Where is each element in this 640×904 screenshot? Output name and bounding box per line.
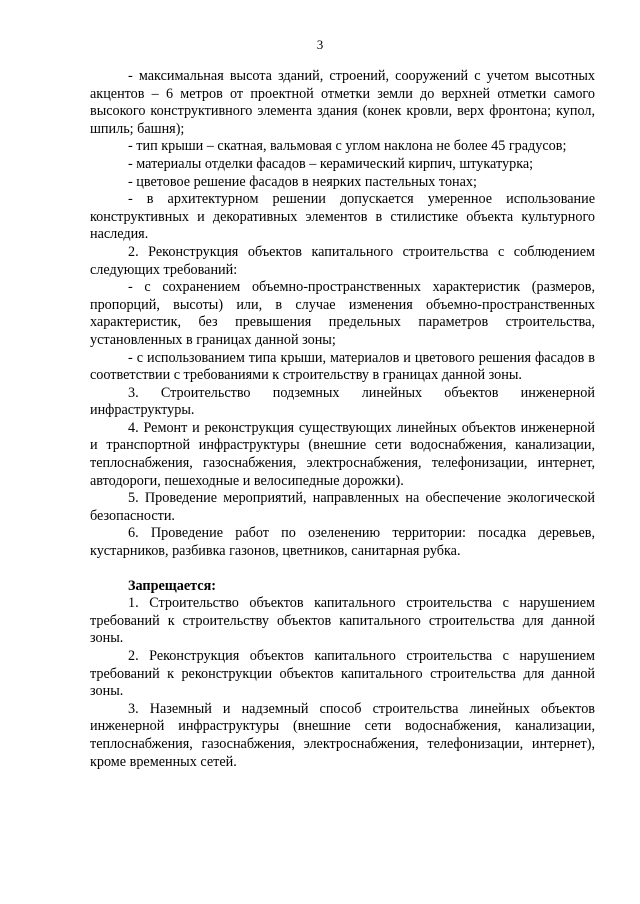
permitted-item-5: 5. Проведение мероприятий, направленных на обеспечение экологической безопасности. <box>90 490 595 524</box>
prohibited-item-2: 2. Реконструкция объектов капитального строительства с нарушением требований к реконструкции объектов капитального строительства для данной зоны. <box>90 648 595 700</box>
permitted-item-3: 3. Строительство подземных линейных объектов инженерной инфраструктуры. <box>90 384 595 419</box>
permitted-item-4: 4. Ремонт и реконструкция существующих линейных объектов инженерной и транспортной инфраструктуры (внешние сети водоснабжения, канализации, теплоснабжения, газоснабжения, электроснабжения, телефонизации, интернет, автодороги, пешеходные и велосипедные дорожки). <box>90 419 595 489</box>
requirement-architectural-elements: - в архитектурном решении допускается умеренное использование конструктивных и декоративных элементов в стилистике объекта культурного наследия. <box>90 191 595 243</box>
permitted-item-2: 2. Реконструкция объектов капитального строительства с соблюдением следующих требований: <box>90 243 595 278</box>
prohibited-heading: Запрещается: <box>128 577 216 594</box>
reconstruction-requirement-volume: - с сохранением объемно-пространственных характеристик (размеров, пропорций, высоты) или, в случае изменения объемно-пространственных характеристик, без превышения предельных параметров строительства, установленных в границах данной зоны; <box>90 279 595 348</box>
reconstruction-requirement-roof: - с использованием типа крыши, материалов и цветового решения фасадов в соответствии с требованиями к строительству в границах данной зоны. <box>90 349 595 384</box>
document-body <box>90 68 595 771</box>
requirement-roof-type: - тип крыши – скатная, вальмовая с углом наклона не более 45 градусов; <box>128 138 567 155</box>
requirement-facade-materials: - материалы отделки фасадов – керамический кирпич, штукатурка; <box>128 155 534 172</box>
requirement-max-height: - максимальная высота зданий, строений, сооружений с учетом высотных акцентов – 6 метров от проектной отметки земли до верхней отметки самого высокого конструктивного элемента здания (конек кровли, верх фронтона; купол, шпиль; башня); <box>90 68 595 137</box>
prohibited-item-1: 1. Строительство объектов капитального строительства с нарушением требований к строительству объектов капитального строительства для данной зоны. <box>90 595 595 647</box>
requirement-facade-color: - цветовое решение фасадов в неярких пастельных тонах; <box>128 173 477 190</box>
permitted-item-6: 6. Проведение работ по озеленению территории: посадка деревьев, кустарников, разбивка газонов, цветников, санитарная рубка. <box>90 525 595 560</box>
prohibited-item-3: 3. Наземный и надземный способ строительства линейных объектов инженерной инфраструктуры (внешние сети водоснабжения, канализации, теплоснабжения, газоснабжения, электроснабжения, телефонизации, интернет), кроме временных сетей. <box>90 700 595 770</box>
page-number: 3 <box>316 37 324 52</box>
